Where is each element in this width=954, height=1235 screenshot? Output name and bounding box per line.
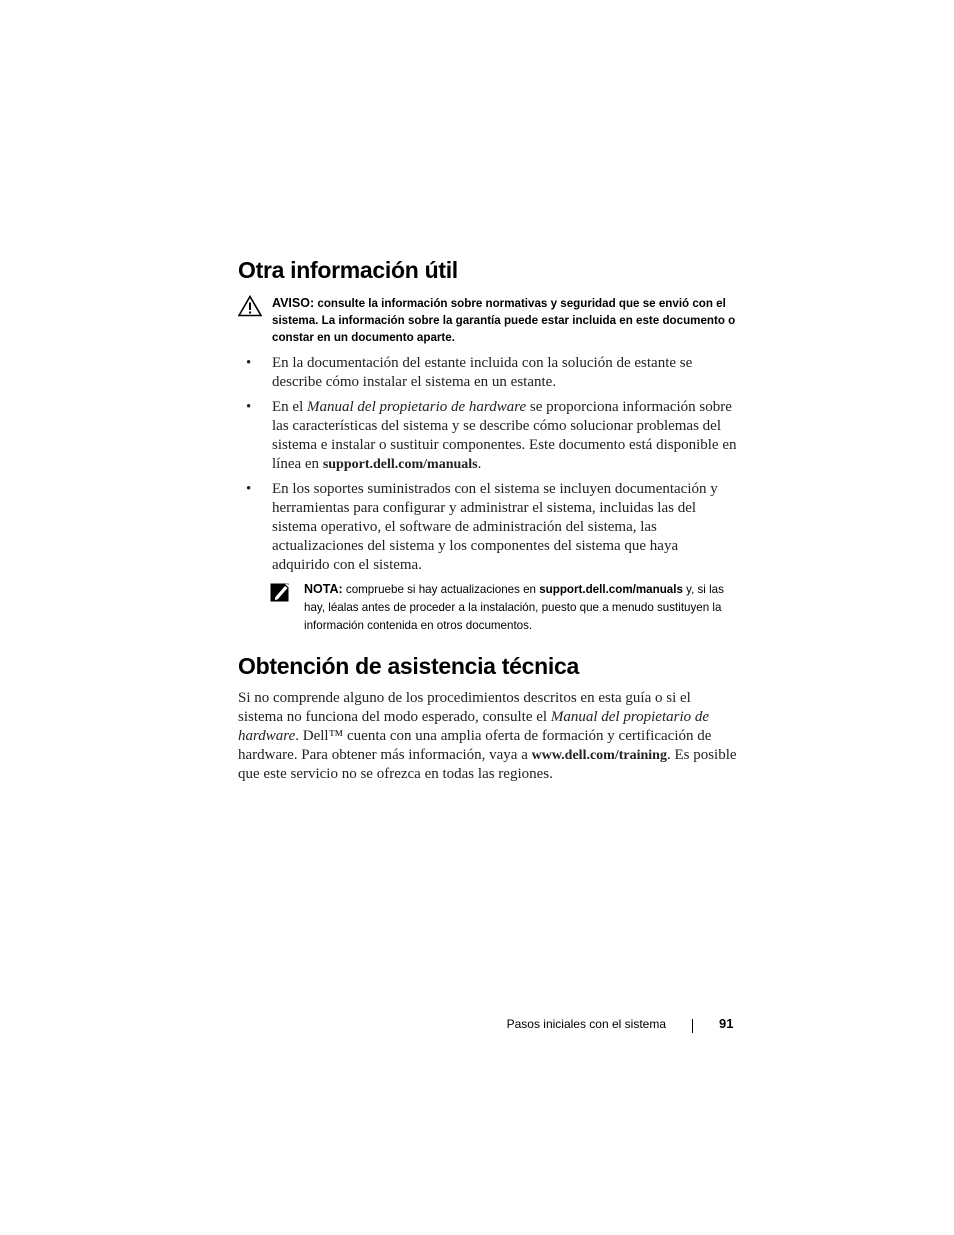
training-link[interactable]: www.dell.com/training: [531, 748, 667, 763]
note-text: [304, 580, 740, 635]
note-support-link[interactable]: support.dell.com/manuals: [539, 583, 683, 596]
list-item: [238, 398, 738, 474]
bullet-icon: •: [246, 399, 252, 415]
section-heading-asistencia: Obtención de asistencia técnica: [238, 653, 579, 679]
bullet-text-mid: se proporciona información sobre las características del sistema y se describe cómo solucionar problemas del sistema e instalar o sustituir componentes. Este documento está disponible en línea en: [272, 399, 737, 472]
support-manuals-link[interactable]: support.dell.com/manuals: [322, 457, 478, 472]
bullet-text: En la documentación del estante incluida con la solución de estante se describe cómo instalar el sistema en un estante.: [272, 355, 693, 390]
assistance-paragraph: [238, 689, 738, 784]
list-item: [238, 354, 738, 392]
warning-label: AVISO:: [272, 296, 315, 310]
warning-notice: [238, 295, 738, 346]
bullet-text: En los soportes suministrados con el sistema se incluyen documentación y herramientas para configurar y administrar el sistema, incluidas las del sistema operativo, el software de administración del sistema, las actualizaciones del sistema y los componentes del sistema que haya adquirido con el sistema.: [272, 481, 718, 573]
section-heading-otra-informacion: Otra información útil: [238, 257, 458, 283]
bullet-text-post: .: [477, 456, 482, 472]
bullet-icon: •: [246, 355, 252, 371]
note-post: y, si las hay, léalas antes de proceder a la instalación, puesto que a menudo sustituyen la información contenida en otros documentos.: [304, 583, 724, 632]
manual-title: Manual del propietario de hardware: [307, 399, 527, 415]
info-bullet-list: [238, 354, 738, 581]
warning-text: [272, 295, 738, 346]
note-box: [270, 580, 740, 635]
page-number: 91: [719, 1016, 734, 1031]
footer-divider: [692, 1019, 693, 1033]
warning-triangle-icon: [238, 295, 262, 317]
manual-title: Manual del propietario de hardware: [238, 709, 710, 744]
footer-title: Pasos iniciales con el sistema: [506, 1017, 666, 1031]
para-mid: . Dell™ cuenta con una amplia oferta de formación y certificación de hardware. Para obtener más información, vaya a: [238, 728, 712, 763]
list-item: [238, 480, 738, 575]
bullet-text-pre: En el: [272, 399, 307, 415]
page-footer: [0, 1016, 954, 1036]
para-pre: Si no comprende alguno de los procedimientos descritos en esta guía o si el sistema no funciona del modo esperado, consulte el: [238, 690, 691, 725]
note-label: NOTA:: [304, 582, 343, 596]
para-post: . Es posible que este servicio no se ofrezca en todas las regiones.: [238, 747, 737, 782]
note-pencil-icon: [270, 582, 292, 602]
warning-body: consulte la información sobre normativas y seguridad que se envió con el sistema. La información sobre la garantía puede estar incluida en este documento o constar en un documento aparte.: [272, 297, 736, 344]
bullet-icon: •: [246, 481, 252, 497]
note-pre: compruebe si hay actualizaciones en: [345, 583, 540, 596]
